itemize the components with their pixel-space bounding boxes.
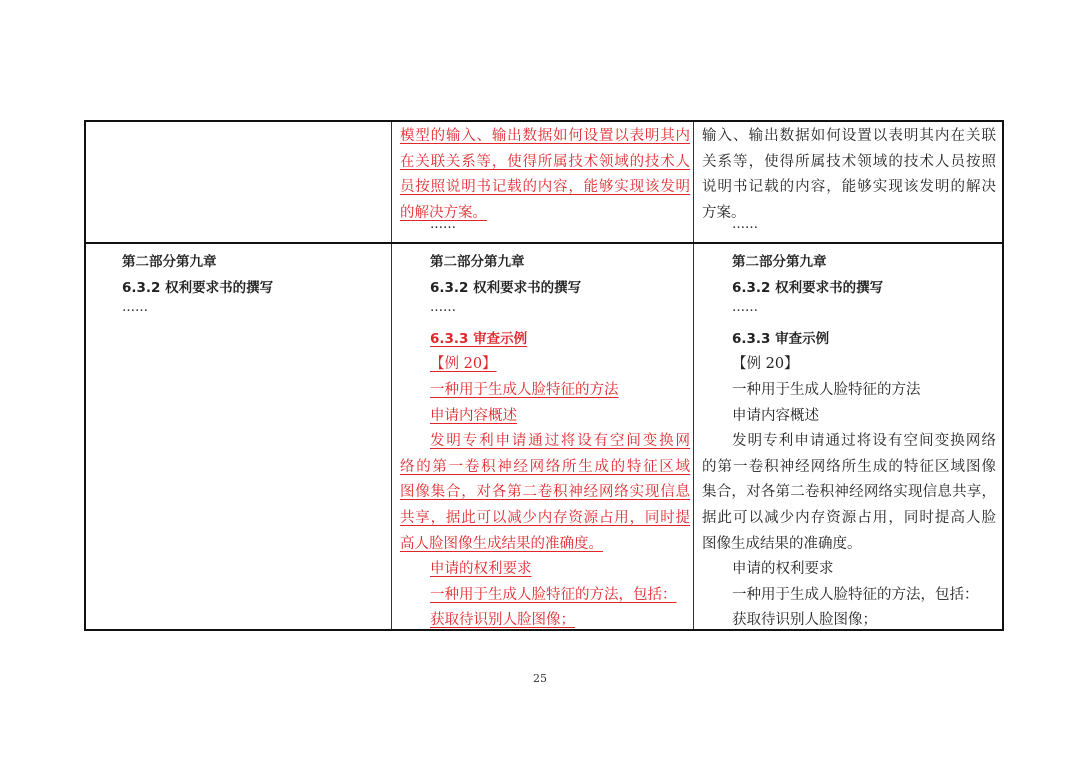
text-line: 发明专利申请通过将设有空间变换网络 xyxy=(732,433,996,450)
row2-col2-cell xyxy=(400,250,690,634)
page-number: 25 xyxy=(533,672,547,685)
text-line: 的解决方案。 xyxy=(400,204,487,221)
row1-col2-cell xyxy=(400,124,690,226)
claim-line: 获取待识别人脸图像； xyxy=(430,612,575,629)
comparison-table xyxy=(84,120,1004,631)
subsection-heading: 6.3.3 审查示例 xyxy=(732,330,830,347)
column-divider xyxy=(391,122,392,629)
column-divider xyxy=(693,122,694,629)
text-line: 在关联关系等，使得所属技术领域的技术人 xyxy=(400,153,690,170)
ellipsis: …… xyxy=(122,300,148,316)
subsection-heading: 6.3.3 审查示例 xyxy=(430,330,528,347)
ellipsis: …… xyxy=(732,217,758,232)
ellipsis: …… xyxy=(430,300,456,316)
text-line: 图像生成结果的准确度。 xyxy=(702,535,862,552)
ellipsis: …… xyxy=(732,300,758,316)
text-line: 据此可以减少内存资源占用，同时提高人脸 xyxy=(702,509,996,526)
row-divider xyxy=(86,242,1002,244)
text-line: 关系等，使得所属技术领域的技术人员按照 xyxy=(702,153,996,170)
ellipsis: …… xyxy=(430,217,456,232)
claim-line: 获取待识别人脸图像； xyxy=(732,612,877,629)
text-line: 共享，据此可以减少内存资源占用，同时提 xyxy=(400,509,690,526)
text-line: 模型的输入、输出数据如何设置以表明其内 xyxy=(400,128,690,144)
row2-col1-cell xyxy=(122,250,382,327)
text-line: 发明专利申请通过将设有空间变换网 xyxy=(430,433,690,450)
section-heading: 6.3.2 权利要求书的撰写 xyxy=(122,279,274,296)
claim-line: 一种用于生成人脸特征的方法，包括： xyxy=(430,586,677,603)
text-line: 集合，对各第二卷积神经网络实现信息共享， xyxy=(702,484,996,501)
text-line: 方案。 xyxy=(702,204,746,221)
row2-col3-cell xyxy=(702,250,996,634)
claim-line: 一种用于生成人脸特征的方法，包括： xyxy=(732,586,979,603)
chapter-heading: 第二部分第九章 xyxy=(430,254,525,270)
text-line: 络的第一卷积神经网络所生成的特征区域 xyxy=(400,458,690,475)
summary-heading: 申请内容概述 xyxy=(732,407,819,424)
text-line: 图像集合，对各第二卷积神经网络实现信息 xyxy=(400,484,690,501)
text-line: 说明书记载的内容，能够实现该发明的解决 xyxy=(702,179,996,196)
example-label: 【例 20】 xyxy=(430,356,497,373)
section-heading: 6.3.2 权利要求书的撰写 xyxy=(732,279,884,296)
section-heading: 6.3.2 权利要求书的撰写 xyxy=(430,279,582,296)
claims-heading: 申请的权利要求 xyxy=(430,561,532,578)
row1-col3-cell xyxy=(702,124,996,226)
claims-heading: 申请的权利要求 xyxy=(732,561,834,578)
example-title: 一种用于生成人脸特征的方法 xyxy=(430,381,619,398)
chapter-heading: 第二部分第九章 xyxy=(122,254,217,270)
text-line: 员按照说明书记载的内容，能够实现该发明 xyxy=(400,179,690,196)
text-line: 输入、输出数据如何设置以表明其内在关联 xyxy=(702,128,996,144)
text-line: 高人脸图像生成结果的准确度。 xyxy=(400,535,603,552)
summary-heading: 申请内容概述 xyxy=(430,407,517,424)
text-line: 的第一卷积神经网络所生成的特征区域图像 xyxy=(702,458,996,475)
chapter-heading: 第二部分第九章 xyxy=(732,254,827,270)
example-title: 一种用于生成人脸特征的方法 xyxy=(732,381,921,398)
example-label: 【例 20】 xyxy=(732,356,799,373)
